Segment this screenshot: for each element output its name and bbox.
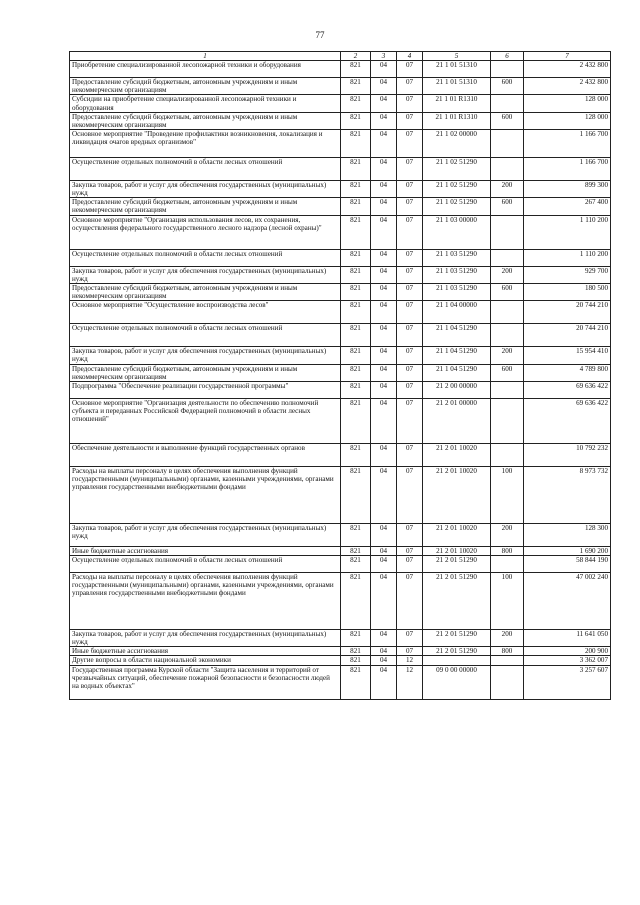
row-name-cell: Закупка товаров, работ и услуг для обеспечения государственных (муниципальных) нужд xyxy=(70,347,341,364)
target-article-cell: 21 2 01 10020 xyxy=(423,443,491,466)
section-code-cell: 04 xyxy=(371,78,397,95)
section-code-cell: 04 xyxy=(371,324,397,347)
table-row xyxy=(70,78,611,95)
grbs-code-cell: 821 xyxy=(341,95,371,112)
target-article-cell: 21 2 00 00000 xyxy=(423,381,491,398)
row-name-cell: Осуществление отдельных полномочий в области лесных отношений xyxy=(70,324,341,347)
subsection-code-cell: 07 xyxy=(397,381,423,398)
subsection-code-cell: 07 xyxy=(397,347,423,364)
target-article-cell: 21 1 04 51290 xyxy=(423,324,491,347)
table-row xyxy=(70,381,611,398)
row-name-cell: Закупка товаров, работ и услуг для обеспечения государственных (муниципальных) нужд xyxy=(70,180,341,197)
expense-type-cell: 200 xyxy=(491,630,524,647)
expense-type-cell: 600 xyxy=(491,78,524,95)
target-article-cell: 09 0 00 00000 xyxy=(423,665,491,699)
column-header: 1 xyxy=(70,52,341,61)
subsection-code-cell: 07 xyxy=(397,61,423,78)
grbs-code-cell: 821 xyxy=(341,364,371,381)
subsection-code-cell: 07 xyxy=(397,301,423,324)
target-article-cell: 21 1 03 00000 xyxy=(423,215,491,249)
amount-cell: 58 844 190 xyxy=(524,556,611,573)
table-row xyxy=(70,301,611,324)
page-number: 77 xyxy=(315,30,325,40)
subsection-code-cell: 07 xyxy=(397,215,423,249)
section-code-cell: 04 xyxy=(371,347,397,364)
expense-type-cell: 800 xyxy=(491,647,524,656)
budget-table xyxy=(69,51,611,700)
amount-cell: 8 973 732 xyxy=(524,466,611,523)
amount-cell: 47 002 240 xyxy=(524,573,611,630)
grbs-code-cell: 821 xyxy=(341,556,371,573)
row-name-cell: Осуществление отдельных полномочий в области лесных отношений xyxy=(70,249,341,266)
table-row xyxy=(70,466,611,523)
expense-type-cell xyxy=(491,215,524,249)
section-code-cell: 04 xyxy=(371,665,397,699)
table-row xyxy=(70,556,611,573)
amount-cell: 69 636 422 xyxy=(524,381,611,398)
section-code-cell: 04 xyxy=(371,443,397,466)
expense-type-cell xyxy=(491,129,524,157)
grbs-code-cell: 821 xyxy=(341,443,371,466)
amount-cell: 3 362 007 xyxy=(524,656,611,665)
amount-cell: 929 700 xyxy=(524,266,611,283)
expense-type-cell: 100 xyxy=(491,466,524,523)
row-name-cell: Закупка товаров, работ и услуг для обеспечения государственных (муниципальных) нужд xyxy=(70,523,341,546)
section-code-cell: 04 xyxy=(371,198,397,215)
grbs-code-cell: 821 xyxy=(341,157,371,180)
table-row xyxy=(70,665,611,699)
subsection-code-cell: 07 xyxy=(397,129,423,157)
grbs-code-cell: 821 xyxy=(341,466,371,523)
grbs-code-cell: 821 xyxy=(341,180,371,197)
table-row xyxy=(70,61,611,78)
subsection-code-cell: 07 xyxy=(397,546,423,555)
grbs-code-cell: 821 xyxy=(341,347,371,364)
section-code-cell: 04 xyxy=(371,556,397,573)
section-code-cell: 04 xyxy=(371,129,397,157)
target-article-cell: 21 1 03 51290 xyxy=(423,266,491,283)
amount-cell: 10 792 232 xyxy=(524,443,611,466)
section-code-cell: 04 xyxy=(371,656,397,665)
amount-cell: 180 500 xyxy=(524,283,611,300)
table-row xyxy=(70,283,611,300)
target-article-cell: 21 1 01 R1310 xyxy=(423,95,491,112)
grbs-code-cell: 821 xyxy=(341,647,371,656)
expense-type-cell xyxy=(491,301,524,324)
target-article-cell: 21 1 02 51290 xyxy=(423,198,491,215)
amount-cell: 4 789 800 xyxy=(524,364,611,381)
section-code-cell: 04 xyxy=(371,215,397,249)
grbs-code-cell: 821 xyxy=(341,198,371,215)
table-row xyxy=(70,347,611,364)
row-name-cell: Закупка товаров, работ и услуг для обеспечения государственных (муниципальных) нужд xyxy=(70,266,341,283)
amount-cell: 2 432 800 xyxy=(524,61,611,78)
target-article-cell: 21 2 01 51290 xyxy=(423,630,491,647)
expense-type-cell: 100 xyxy=(491,573,524,630)
amount-cell: 128 000 xyxy=(524,95,611,112)
table-row xyxy=(70,112,611,129)
amount-cell: 1 166 700 xyxy=(524,157,611,180)
column-header: 7 xyxy=(524,52,611,61)
table-row xyxy=(70,656,611,665)
row-name-cell: Предоставление субсидий бюджетным, автономным учреждениям и иным некоммерческим организациям xyxy=(70,112,341,129)
grbs-code-cell: 821 xyxy=(341,324,371,347)
subsection-code-cell: 07 xyxy=(397,443,423,466)
section-code-cell: 04 xyxy=(371,112,397,129)
row-name-cell: Предоставление субсидий бюджетным, автономным учреждениям и иным некоммерческим организациям xyxy=(70,364,341,381)
amount-cell: 15 954 410 xyxy=(524,347,611,364)
table-header xyxy=(70,52,611,61)
section-code-cell: 04 xyxy=(371,364,397,381)
subsection-code-cell: 07 xyxy=(397,266,423,283)
row-name-cell: Основное мероприятие "Организация деятельности по обеспечению полномочий субъекта и переданных Российской Федерацией полномочий в области лесных отношений" xyxy=(70,398,341,443)
target-article-cell: 21 2 01 51290 xyxy=(423,573,491,630)
grbs-code-cell: 821 xyxy=(341,381,371,398)
grbs-code-cell: 821 xyxy=(341,215,371,249)
expense-type-cell xyxy=(491,157,524,180)
subsection-code-cell: 07 xyxy=(397,157,423,180)
table-row xyxy=(70,324,611,347)
table-row xyxy=(70,398,611,443)
subsection-code-cell: 07 xyxy=(397,112,423,129)
subsection-code-cell: 07 xyxy=(397,630,423,647)
row-name-cell: Основное мероприятие "Организация использования лесов, их сохранения, осуществления федерального государственного лесного надзора (лесной охраны)" xyxy=(70,215,341,249)
expense-type-cell xyxy=(491,398,524,443)
table-row xyxy=(70,364,611,381)
expense-type-cell xyxy=(491,61,524,78)
grbs-code-cell: 821 xyxy=(341,546,371,555)
amount-cell: 267 400 xyxy=(524,198,611,215)
row-name-cell: Предоставление субсидий бюджетным, автономным учреждениям и иным некоммерческим организациям xyxy=(70,78,341,95)
amount-cell: 1 110 200 xyxy=(524,249,611,266)
expense-type-cell xyxy=(491,556,524,573)
expense-type-cell: 600 xyxy=(491,283,524,300)
column-header: 6 xyxy=(491,52,524,61)
amount-cell: 3 257 607 xyxy=(524,665,611,699)
grbs-code-cell: 821 xyxy=(341,249,371,266)
amount-cell: 2 432 800 xyxy=(524,78,611,95)
row-name-cell: Закупка товаров, работ и услуг для обеспечения государственных (муниципальных) нужд xyxy=(70,630,341,647)
column-header: 5 xyxy=(423,52,491,61)
subsection-code-cell: 07 xyxy=(397,198,423,215)
table-body xyxy=(70,61,611,700)
target-article-cell: 21 2 01 10020 xyxy=(423,466,491,523)
column-header: 4 xyxy=(397,52,423,61)
amount-cell: 128 300 xyxy=(524,523,611,546)
table-row xyxy=(70,157,611,180)
target-article-cell: 21 2 01 10020 xyxy=(423,523,491,546)
expense-type-cell xyxy=(491,95,524,112)
target-article-cell: 21 1 04 51290 xyxy=(423,364,491,381)
section-code-cell: 04 xyxy=(371,523,397,546)
expense-type-cell xyxy=(491,665,524,699)
amount-cell: 899 300 xyxy=(524,180,611,197)
row-name-cell: Иные бюджетные ассигнования xyxy=(70,647,341,656)
grbs-code-cell: 821 xyxy=(341,398,371,443)
grbs-code-cell: 821 xyxy=(341,301,371,324)
section-code-cell: 04 xyxy=(371,573,397,630)
target-article-cell: 21 1 02 00000 xyxy=(423,129,491,157)
amount-cell: 11 641 050 xyxy=(524,630,611,647)
subsection-code-cell: 12 xyxy=(397,665,423,699)
table-row xyxy=(70,546,611,555)
section-code-cell: 04 xyxy=(371,301,397,324)
subsection-code-cell: 07 xyxy=(397,249,423,266)
table-row xyxy=(70,249,611,266)
section-code-cell: 04 xyxy=(371,95,397,112)
target-article-cell: 21 1 03 51290 xyxy=(423,249,491,266)
column-header: 2 xyxy=(341,52,371,61)
row-name-cell: Подпрограмма "Обеспечение реализации государственной программы" xyxy=(70,381,341,398)
grbs-code-cell: 821 xyxy=(341,78,371,95)
header-row xyxy=(70,52,611,61)
target-article-cell xyxy=(423,656,491,665)
table-row xyxy=(70,95,611,112)
grbs-code-cell: 821 xyxy=(341,266,371,283)
expense-type-cell xyxy=(491,381,524,398)
row-name-cell: Обеспечение деятельности и выполнение функций государственных органов xyxy=(70,443,341,466)
section-code-cell: 04 xyxy=(371,466,397,523)
expense-type-cell: 800 xyxy=(491,546,524,555)
table-row xyxy=(70,443,611,466)
section-code-cell: 04 xyxy=(371,180,397,197)
section-code-cell: 04 xyxy=(371,61,397,78)
amount-cell: 128 000 xyxy=(524,112,611,129)
target-article-cell: 21 1 01 51310 xyxy=(423,61,491,78)
table-row xyxy=(70,630,611,647)
row-name-cell: Расходы на выплаты персоналу в целях обеспечения выполнения функций государственными (муниципальными) органами, казенными учреждениями, органами управления государственными внебюджетными фондами xyxy=(70,573,341,630)
grbs-code-cell: 821 xyxy=(341,283,371,300)
row-name-cell: Предоставление субсидий бюджетным, автономным учреждениям и иным некоммерческим организациям xyxy=(70,198,341,215)
table-row xyxy=(70,573,611,630)
subsection-code-cell: 12 xyxy=(397,656,423,665)
row-name-cell: Осуществление отдельных полномочий в области лесных отношений xyxy=(70,157,341,180)
section-code-cell: 04 xyxy=(371,546,397,555)
expense-type-cell xyxy=(491,443,524,466)
subsection-code-cell: 07 xyxy=(397,78,423,95)
expense-type-cell: 200 xyxy=(491,266,524,283)
table-row xyxy=(70,215,611,249)
grbs-code-cell: 821 xyxy=(341,630,371,647)
subsection-code-cell: 07 xyxy=(397,95,423,112)
subsection-code-cell: 07 xyxy=(397,523,423,546)
expense-type-cell: 600 xyxy=(491,364,524,381)
expense-type-cell: 200 xyxy=(491,523,524,546)
table-row xyxy=(70,523,611,546)
section-code-cell: 04 xyxy=(371,398,397,443)
row-name-cell: Другие вопросы в области национальной экономики xyxy=(70,656,341,665)
target-article-cell: 21 1 01 R1310 xyxy=(423,112,491,129)
subsection-code-cell: 07 xyxy=(397,398,423,443)
grbs-code-cell: 821 xyxy=(341,129,371,157)
subsection-code-cell: 07 xyxy=(397,556,423,573)
subsection-code-cell: 07 xyxy=(397,647,423,656)
amount-cell: 20 744 210 xyxy=(524,301,611,324)
section-code-cell: 04 xyxy=(371,283,397,300)
row-name-cell: Приобретение специализированной лесопожарной техники и оборудования xyxy=(70,61,341,78)
row-name-cell: Основное мероприятие "Осуществление воспроизводства лесов" xyxy=(70,301,341,324)
section-code-cell: 04 xyxy=(371,647,397,656)
target-article-cell: 21 2 01 51290 xyxy=(423,647,491,656)
target-article-cell: 21 1 04 00000 xyxy=(423,301,491,324)
expense-type-cell xyxy=(491,324,524,347)
amount-cell: 200 900 xyxy=(524,647,611,656)
grbs-code-cell: 821 xyxy=(341,523,371,546)
table-row xyxy=(70,129,611,157)
subsection-code-cell: 07 xyxy=(397,180,423,197)
subsection-code-cell: 07 xyxy=(397,466,423,523)
expense-type-cell xyxy=(491,656,524,665)
amount-cell: 69 636 422 xyxy=(524,398,611,443)
table-row xyxy=(70,198,611,215)
row-name-cell: Расходы на выплаты персоналу в целях обеспечения выполнения функций государственными (муниципальными) органами, казенными учреждениями, органами управления государственными внебюджетными фондами xyxy=(70,466,341,523)
grbs-code-cell: 821 xyxy=(341,656,371,665)
amount-cell: 1 166 700 xyxy=(524,129,611,157)
grbs-code-cell: 821 xyxy=(341,665,371,699)
target-article-cell: 21 2 01 10020 xyxy=(423,546,491,555)
section-code-cell: 04 xyxy=(371,249,397,266)
subsection-code-cell: 07 xyxy=(397,573,423,630)
target-article-cell: 21 2 01 00000 xyxy=(423,398,491,443)
column-header: 3 xyxy=(371,52,397,61)
row-name-cell: Предоставление субсидий бюджетным, автономным учреждениям и иным некоммерческим организациям xyxy=(70,283,341,300)
expense-type-cell xyxy=(491,249,524,266)
grbs-code-cell: 821 xyxy=(341,112,371,129)
grbs-code-cell: 821 xyxy=(341,573,371,630)
table-row xyxy=(70,647,611,656)
amount-cell: 1 690 200 xyxy=(524,546,611,555)
subsection-code-cell: 07 xyxy=(397,283,423,300)
section-code-cell: 04 xyxy=(371,630,397,647)
target-article-cell: 21 1 04 51290 xyxy=(423,347,491,364)
section-code-cell: 04 xyxy=(371,157,397,180)
row-name-cell: Осуществление отдельных полномочий в области лесных отношений xyxy=(70,556,341,573)
expense-type-cell: 200 xyxy=(491,347,524,364)
target-article-cell: 21 1 02 51290 xyxy=(423,180,491,197)
subsection-code-cell: 07 xyxy=(397,364,423,381)
target-article-cell: 21 1 01 51310 xyxy=(423,78,491,95)
row-name-cell: Субсидии на приобретение специализированной лесопожарной техники и оборудования xyxy=(70,95,341,112)
expense-type-cell: 200 xyxy=(491,180,524,197)
target-article-cell: 21 1 03 51290 xyxy=(423,283,491,300)
amount-cell: 20 744 210 xyxy=(524,324,611,347)
section-code-cell: 04 xyxy=(371,266,397,283)
table-row xyxy=(70,180,611,197)
target-article-cell: 21 1 02 51290 xyxy=(423,157,491,180)
expense-type-cell: 600 xyxy=(491,112,524,129)
section-code-cell: 04 xyxy=(371,381,397,398)
row-name-cell: Государственная программа Курской области "Защита населения и территорий от чрезвычайных ситуаций, обеспечение пожарной безопасности и безопасности людей на водных объектах" xyxy=(70,665,341,699)
grbs-code-cell: 821 xyxy=(341,61,371,78)
target-article-cell: 21 2 01 51290 xyxy=(423,556,491,573)
amount-cell: 1 110 200 xyxy=(524,215,611,249)
row-name-cell: Иные бюджетные ассигнования xyxy=(70,546,341,555)
row-name-cell: Основное мероприятие "Проведение профилактики возникновения, локализация и ликвидация очагов вредных организмов" xyxy=(70,129,341,157)
subsection-code-cell: 07 xyxy=(397,324,423,347)
expense-type-cell: 600 xyxy=(491,198,524,215)
table-row xyxy=(70,266,611,283)
